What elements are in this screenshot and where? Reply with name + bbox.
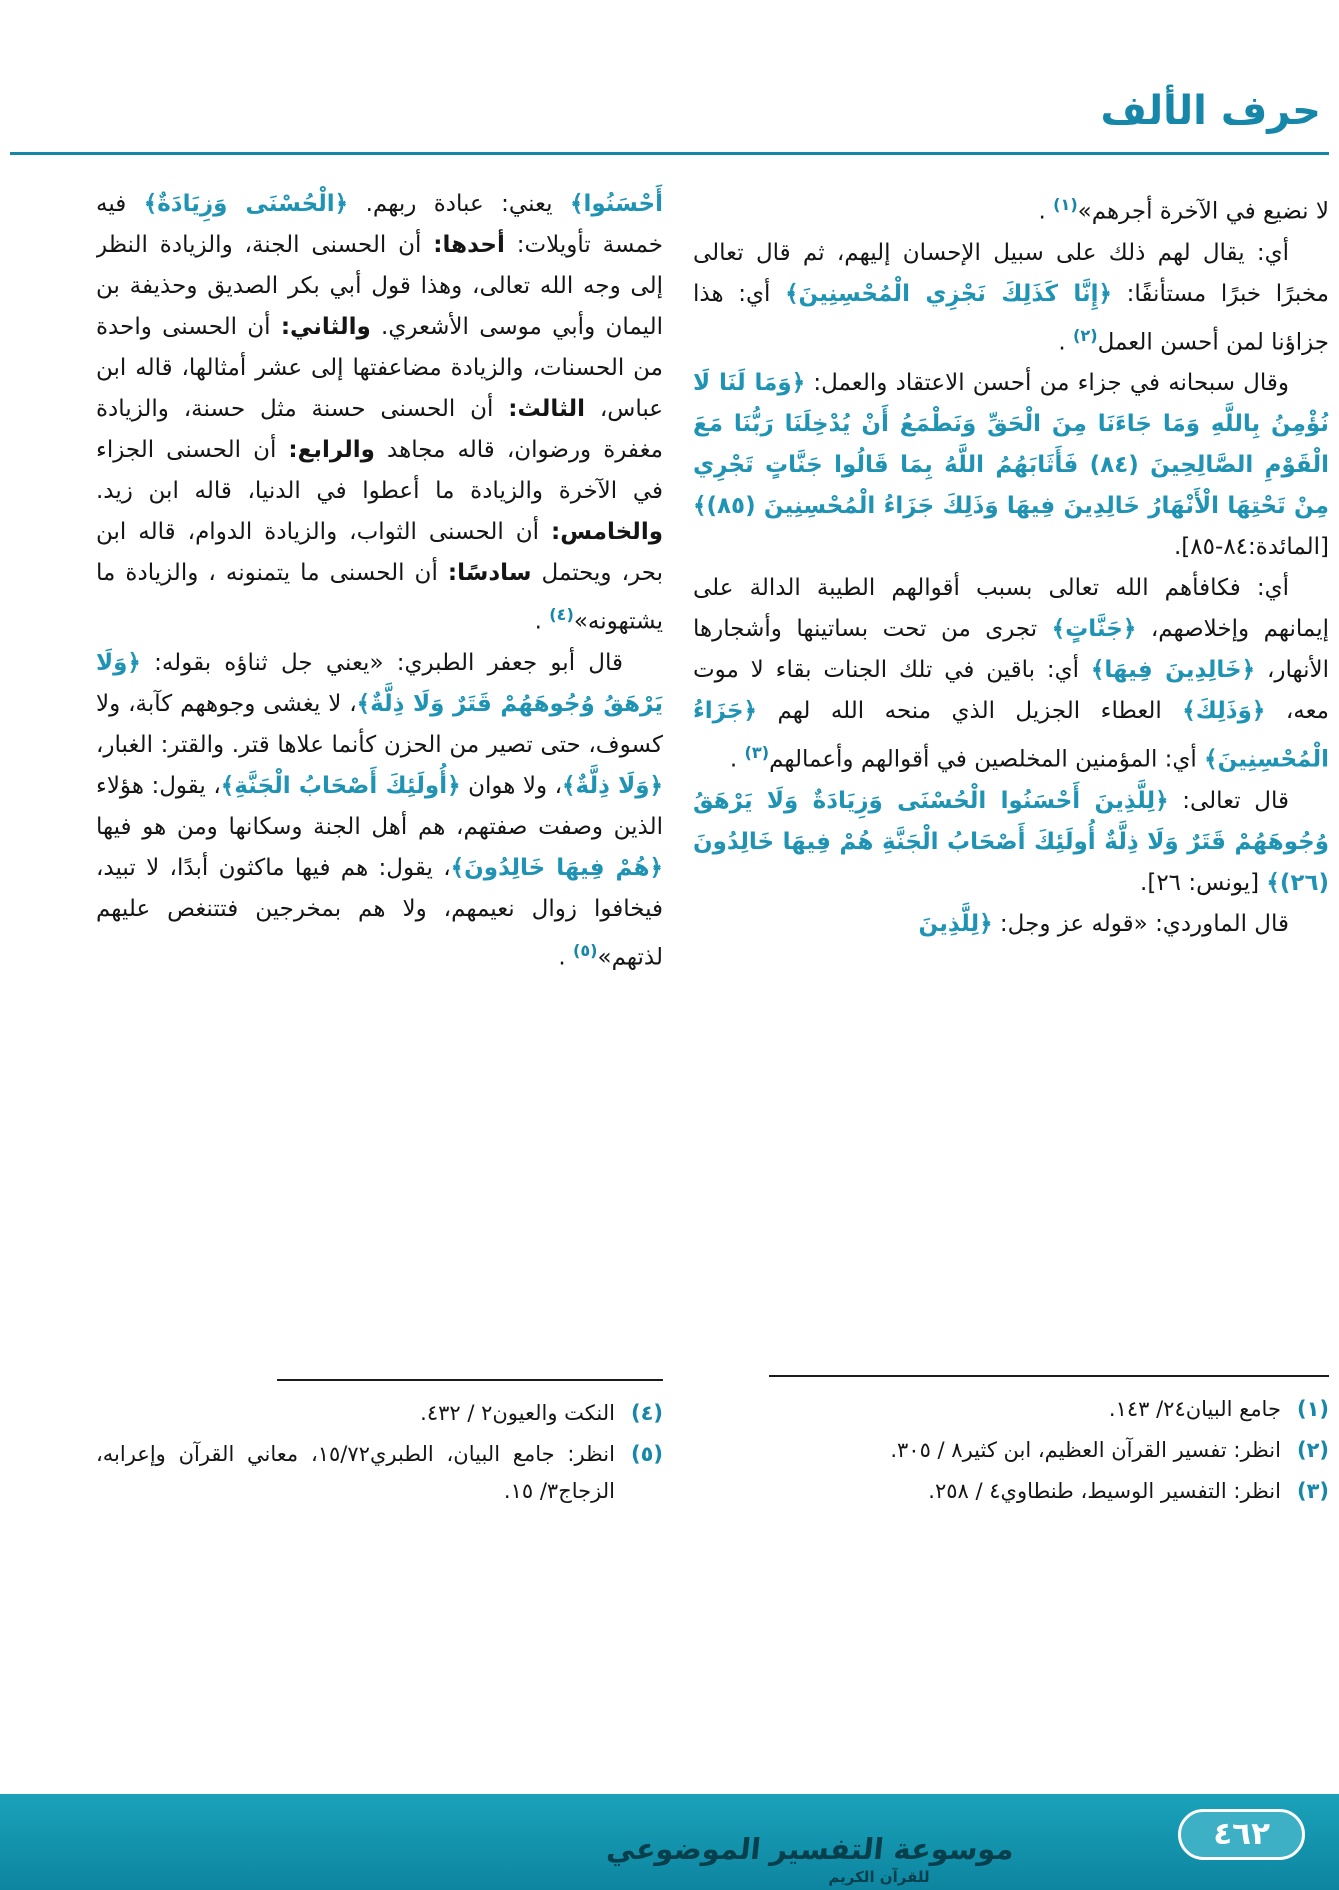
emphasis-term: أحدها: <box>433 232 505 258</box>
footnote-divider-left <box>277 1379 663 1381</box>
text-run: يعني: عبادة ربهم. <box>348 191 570 217</box>
text-run: فيه خمسة تأويلات: <box>96 191 663 258</box>
quran-quote: ﴿وَمَا لَنَا لَا نُؤْمِنُ بِاللَّهِ وَمَا جَاءَنَا مِنَ الْحَقِّ وَنَطْمَعُ أَنْ يُدْخِلَنَا رَبُّنَا مَعَ الْقَوْمِ الصَّالِحِينَ (٨٤) فَأَثَابَهُمُ اللَّهُ بِمَا قَالُوا جَنَّاتٍ تَجْرِي مِنْ تَحْتِهَا الْأَنْهَارُ خَالِدِينَ فِيهَا وَذَلِكَ جَزَاءُ الْمُحْسِنِينَ (٨٥)﴾ <box>693 370 1329 520</box>
text-run: قال تعالى: <box>1168 787 1289 814</box>
quran-quote: ﴿وَذَلِكَ﴾ <box>1182 698 1266 725</box>
footnotes-left <box>96 1371 663 1514</box>
quran-quote: ﴿جَنَّاتٍ﴾ <box>1051 616 1137 643</box>
footnote <box>693 1432 1329 1469</box>
text-run: . <box>729 746 745 773</box>
quran-quote: ﴿الْحُسْنَى وَزِيَادَةٌ﴾ <box>143 191 349 217</box>
footnote-number: (٣) <box>1296 1479 1329 1503</box>
text-run: ، يقول: هم فيها ماكثون أبدًا، لا تبيد، فيخافوا زوال نعيمهم، ولا هم بمخرجين فتتنغص عليهم لذتهم» <box>96 854 663 971</box>
text-run: أن الحسنى الجنة، والزيادة النظر إلى وجه الله تعالى، وهذا قول أبي بكر الصديق وحذيفة بن اليمان وأبي موسى الأشعري. <box>96 232 663 340</box>
footnotes-right <box>693 1367 1329 1514</box>
emphasis-term: والرابع: <box>288 437 375 463</box>
emphasis-term: والثاني: <box>280 314 371 340</box>
text-run: أي: المؤمنين المخلصين في أقوالهم وأعمالهم <box>769 746 1205 773</box>
paragraph <box>693 781 1329 904</box>
text-run: ، لا يغشى وجوههم كآبة، ولا كسوف، حتى تصير من الحزن كأنما علاها قتر. والقتر: الغبار، <box>96 690 663 758</box>
column-right <box>693 184 1329 1514</box>
paragraph <box>693 363 1329 568</box>
quran-quote: ﴿جَزَاءُ الْمُحْسِنِينَ﴾ <box>693 698 1329 773</box>
quran-quote: ﴿خَالِدِينَ فِيهَا﴾ <box>1090 657 1256 684</box>
header-divider <box>10 152 1329 155</box>
text-run: ، ولا هوان <box>460 772 563 799</box>
text-run: أن الحسنى واحدة من الحسنات، والزيادة مضاعفتها إلى عشر أمثالها، قاله ابن عباس، <box>96 314 663 422</box>
text-run: ، يقول: هؤلاء الذين وصفت صفتهم، هم أهل الجنة وسكانها ومن هو فيها <box>96 772 663 840</box>
text-run: [المائدة:٨٤-٨٥]. <box>1174 534 1329 561</box>
column-right-body <box>693 184 1329 1367</box>
footnote-text: انظر: جامع البيان، الطبري١٥/٧٢، معاني القرآن وإعرابه، الزجاج٣/ ١٥. <box>96 1442 615 1503</box>
footnote-list-left <box>96 1395 663 1510</box>
emphasis-term: سادسًا: <box>447 560 532 586</box>
emphasis-term: والخامس: <box>551 519 663 545</box>
footnote-marker: (٥) <box>572 940 598 960</box>
footnote-marker: (٢) <box>1073 325 1098 345</box>
text-run: أن الحسنى الثواب، والزيادة الدوام، قاله ابن بحر، ويحتمل <box>96 519 663 586</box>
paragraph <box>693 184 1329 233</box>
footnote-divider-right <box>769 1375 1329 1377</box>
quran-quote: ﴿أُولَئِكَ أَصْحَابُ الْجَنَّةِ﴾ <box>220 772 461 799</box>
text-run: . <box>1058 329 1074 356</box>
footnote-marker: (٣) <box>744 743 770 763</box>
footnote-number: (١) <box>1296 1397 1329 1421</box>
footnote-text: جامع البيان٢٤/ ١٤٣. <box>1108 1397 1281 1421</box>
text-run: أي: باقين في تلك الجنات بقاء لا موت معه، <box>693 657 1329 725</box>
footnote-text: النكت والعيون٢ / ٤٣٢. <box>420 1401 615 1425</box>
paragraph <box>693 568 1329 781</box>
text-run: وقال سبحانه في جزاء من أحسن الاعتقاد والعمل: <box>805 370 1289 397</box>
footnote-number: (٢) <box>1296 1438 1329 1462</box>
page-number-badge: ٤٦٢ <box>1178 1809 1305 1860</box>
footnote <box>96 1436 663 1510</box>
text-run: أن الحسنى حسنة مثل حسنة، والزيادة مغفرة ورضوان، قاله مجاهد <box>96 396 663 463</box>
text-run: . <box>558 944 573 971</box>
emphasis-term: الثالث: <box>508 396 585 422</box>
footer-band <box>0 1794 1339 1890</box>
text-run: قال الماوردي: «قوله عز وجل: <box>992 910 1289 937</box>
footnote <box>693 1473 1329 1510</box>
column-left-body <box>96 184 663 1371</box>
footnote-list-right <box>693 1391 1329 1510</box>
text-run: . <box>534 608 550 635</box>
quran-quote: ﴿لِلَّذِينَ أَحْسَنُوا الْحُسْنَى وَزِيَادَةٌ وَلَا يَرْهَقُ وُجُوهَهُمْ قَتَرٌ وَلَا ذِلَّةٌ أُولَئِكَ أَصْحَابُ الْجَنَّةِ هُمْ فِيهَا خَالِدُونَ (٢٦)﴾ <box>693 787 1329 896</box>
paragraph <box>96 643 663 979</box>
text-run: أن الحسنى الجزاء في الآخرة والزيادة ما أعطوا في الدنيا، قاله ابن زيد. <box>96 437 663 504</box>
text-run: قال أبو جعفر الطبري: «يعني جل ثناؤه بقوله: <box>140 649 623 676</box>
footnote <box>693 1391 1329 1428</box>
quran-quote: ﴿وَلَا ذِلَّةٌ﴾ <box>562 772 663 799</box>
text-run: أي: يقال لهم ذلك على سبيل الإحسان إليهم، ثم قال تعالى مخبرًا خبرًا مستأنفًا: <box>693 239 1329 307</box>
chapter-header: حرف الألف <box>1100 88 1321 134</box>
column-left <box>96 184 663 1514</box>
footnote <box>96 1395 663 1432</box>
logo-subtitle: للقرآن الكريم <box>828 1868 930 1886</box>
page-content <box>96 184 1329 1514</box>
quran-quote: ﴿لِلَّذِينَ <box>918 910 993 937</box>
logo-title: موسوعة التفسير الموضوعي <box>605 1832 1016 1866</box>
publisher-logo <box>605 1832 1016 1886</box>
text-run: أي: فكافأهم الله تعالى بسبب أقوالهم الطيبة الدالة على إيمانهم وإخلاصهم، <box>693 575 1329 643</box>
text-run: [يونس: ٢٦]. <box>1140 869 1267 896</box>
text-run: . <box>1038 198 1054 225</box>
text-run: أي: هذا جزاؤنا لمن أحسن العمل <box>693 280 1329 356</box>
paragraph <box>96 184 663 643</box>
quran-quote: ﴿إِنَّا كَذَلِكَ نَجْزِي الْمُحْسِنِينَ﴾ <box>785 280 1112 307</box>
text-run: أن الحسنى ما يتمنونه ، والزيادة ما يشتهونه» <box>96 560 663 635</box>
paragraph <box>693 233 1329 364</box>
footnote-text: انظر: تفسير القرآن العظيم، ابن كثير٨ / ٣٠٥. <box>890 1438 1281 1462</box>
footnote-number: (٥) <box>630 1442 663 1466</box>
footnote-marker: (٤) <box>549 605 574 624</box>
footnote-number: (٤) <box>630 1401 663 1425</box>
text-run: لا نضيع في الآخرة أجرهم» <box>1077 198 1329 225</box>
footnote-marker: (١) <box>1053 195 1078 214</box>
text-run: تجرى من تحت بساتينها وأشجارها الأنهار، <box>693 616 1329 684</box>
paragraph <box>693 904 1329 945</box>
quran-quote: أَحْسَنُوا﴾ <box>569 191 663 217</box>
footnote-text: انظر: التفسير الوسيط، طنطاوي٤ / ٢٥٨. <box>928 1479 1281 1503</box>
text-run: العطاء الجزيل الذي منحه الله لهم <box>757 698 1183 725</box>
quran-quote: ﴿وَلَا يَرْهَقُ وُجُوهَهُمْ قَتَرٌ وَلَا ذِلَّةٌ﴾ <box>96 649 663 717</box>
quran-quote: ﴿هُمْ فِيهَا خَالِدُونَ﴾ <box>450 854 663 881</box>
